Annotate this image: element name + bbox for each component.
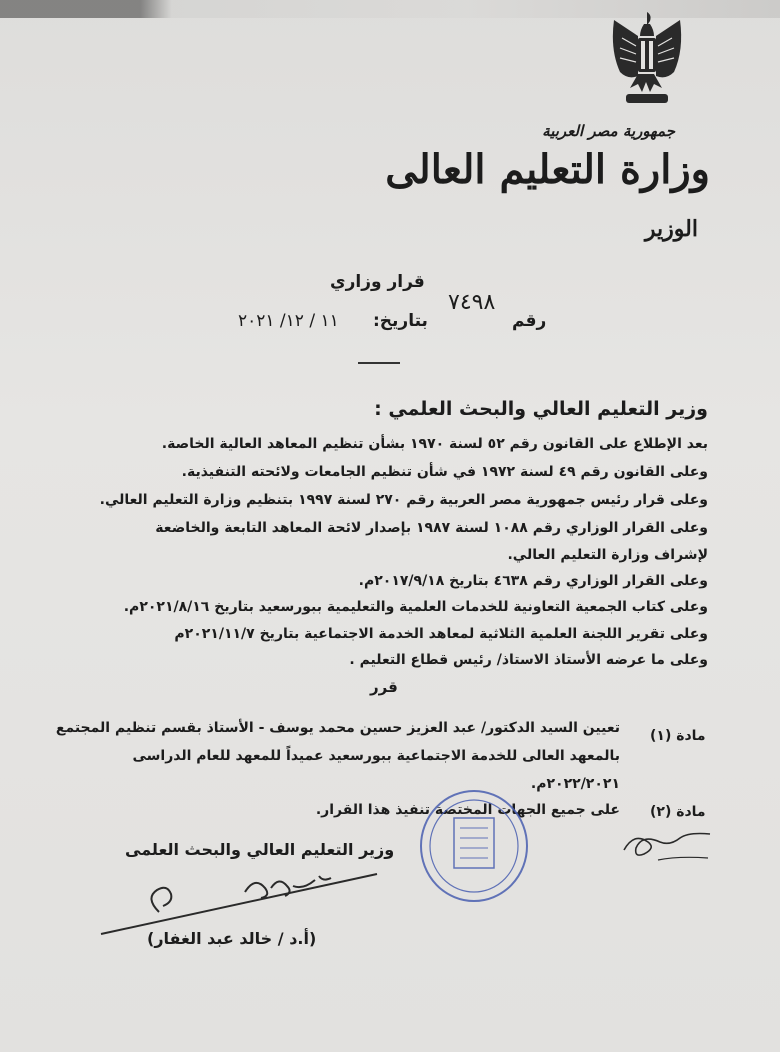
decision-heading: وزير التعليم العالي والبحث العلمي : [374,398,708,420]
preamble-line: بعد الإطلاع على القانون رقم ٥٢ لسنة ١٩٧٠ بشأن تنظيم المعاهد العالية الخاصة. [161,436,708,452]
preamble-line: وعلى كتاب الجمعية التعاونية للخدمات العلمية والتعليمية ببورسعيد بتاريخ ٢٠٢١/٨/١٦م. [123,599,708,615]
article-2-label: مادة (٢) [650,804,706,820]
preamble-line: وعلى قرار رئيس جمهورية مصر العربية رقم ٢٧٠ لسنة ١٩٩٧ بتنظيم وزارة التعليم العالي. [99,492,708,508]
egypt-eagle-emblem-icon [608,10,686,110]
decided-label: قرر [370,678,398,696]
preamble-line: وعلى القرار الوزاري رقم ٤٦٣٨ بتاريخ ٢٠١٧/٩/١٨م. [358,573,708,589]
handwritten-initial-icon [618,820,718,865]
minister-title: الوزير [644,216,698,242]
signatory-title: وزير التعليم العالي والبحث العلمى [125,840,395,859]
decision-date-label: بتاريخ: [373,311,428,331]
decision-number: ٧٤٩٨ [448,290,496,315]
republic-name: جمهورية مصر العربية [542,122,675,140]
preamble-line: وعلى القرار الوزاري رقم ١٠٨٨ لسنة ١٩٨٧ بإصدار لائحة المعاهد التابعة والخاضعة [155,520,708,536]
article-1-line: تعيين السيد الدكتور/ عبد العزيز حسين محمد يوسف - الأستاذ بقسم تنظيم المجتمع [55,720,620,736]
article-1-label: مادة (١) [650,728,706,744]
decision-date: ١١ / ١٢/ ٢٠٢١ [238,311,339,331]
ministry-name: وزارة التعليم العالى [385,146,710,193]
separator-line [358,362,400,364]
decision-number-label: رقم [512,311,547,331]
article-1-line: ٢٠٢٢/٢٠٢١م. [530,776,620,792]
preamble-line: وعلى تقرير اللجنة العلمية الثلاثية لمعاهد الخدمة الاجتماعية بتاريخ ٢٠٢١/١١/٧م [174,626,708,642]
official-stamp-icon [418,788,530,904]
preamble-line: وعلى القانون رقم ٤٩ لسنة ١٩٧٢ في شأن تنظيم الجامعات ولائحته التنفيذية. [181,464,708,480]
signatory-name: (أ.د / خالد عبد الغفار) [147,929,317,948]
preamble-line: لإشراف وزارة التعليم العالي. [507,547,708,563]
article-2-line: على جميع الجهات المختصة تنفيذ هذا القرار. [315,802,620,818]
decision-title: قرار وزاري [330,272,425,292]
article-1-line: بالمعهد العالى للخدمة الاجتماعية ببورسعيد عميداً للمعهد للعام الدراسى [132,748,620,764]
preamble-line: وعلى ما عرضه الأستاذ الاستاذ/ رئيس قطاع التعليم . [349,652,708,668]
